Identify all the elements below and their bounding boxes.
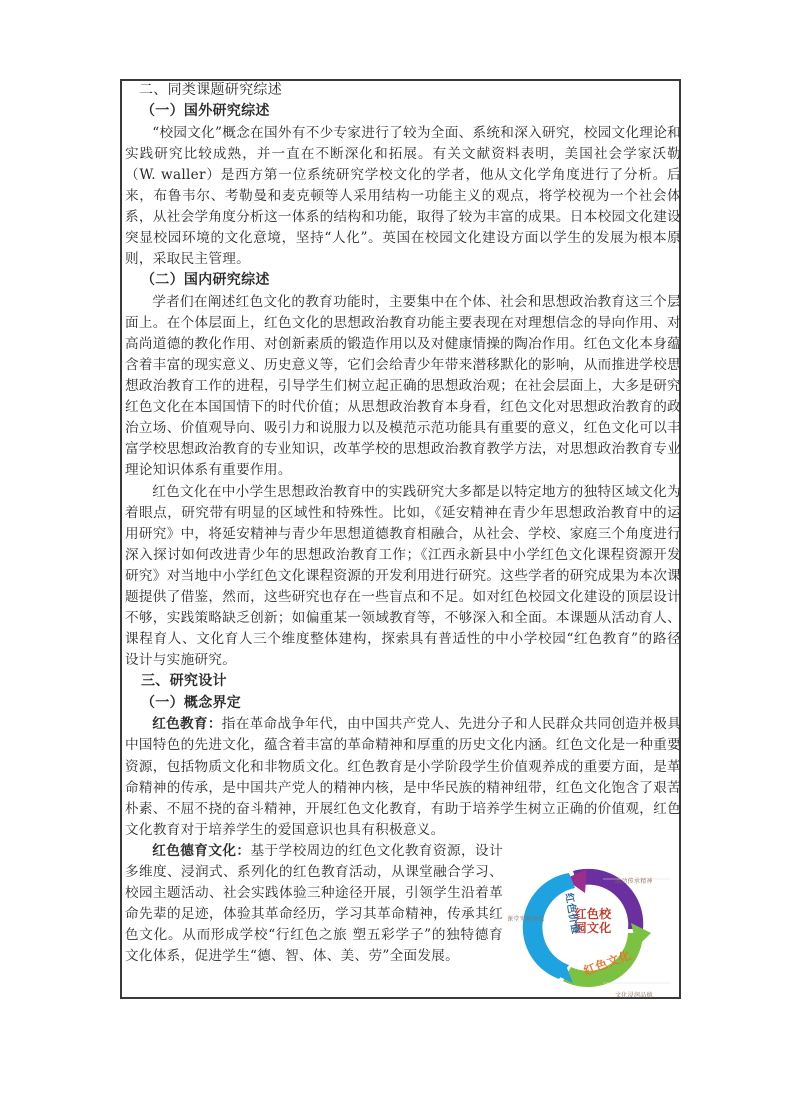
- red-campus-culture-cycle-diagram: [503, 841, 681, 1021]
- subheading-domestic-research: （二）国内研究综述: [141, 272, 270, 289]
- red-moral-culture-section: [125, 841, 681, 1021]
- term-red-education: 红色教育：: [152, 716, 222, 733]
- document-body: [125, 80, 681, 1021]
- diagram-center-label: 红色校 园文化: [574, 906, 612, 935]
- arc-label-red-culture: 红色文化: [581, 947, 633, 978]
- subheading-concept-definition: （一）概念界定: [141, 694, 242, 711]
- subheading-foreign-research: （一）国外研究综述: [141, 103, 270, 119]
- definition-red-education: 指在革命战争年代，由中国共产党人、先进分子和人民群众共同创造并极具中国特色的先进文化，蕴含着丰富的革命精神和厚重的历史文化内涵。红色文化是一种重要资源，包括物质文化和非物质文化。红色教育是小学阶段学生价值观养成的重要方面，是革命精神的传承，是中国共产党人的精神内核，是中华民族的精神纽带，红色文化饱含了艰苦朴素、不屈不挠的奋斗精神，开展红色文化教育，有助于培养学生树立正确的价值观，红色文化教育对于培养学生的爱国意识也具有积极意义。: [125, 716, 682, 838]
- paragraph-red-moral-culture: [125, 841, 503, 968]
- paragraph-domestic-research-1: 学者们在阐述红色文化的教育功能时，主要集中在个体、社会和思想政治教育这三个层面上。在个体层面上，红色文化的思想政治教育功能主要表现在对理想信念的导向作用、对高尚道德的教化作用、对创新素质的锻造作用以及对健康情操的陶冶作用。红色文化本身蕴含着丰富的现实意义、历史意义等，它们会给青少年带来潜移默化的影响，从而推进学校思想政治教育工作的进程，引导学生们树立起正确的思想政治观；在社会层面上，大多是研究红色文化在本国国情下的时代价值；从思想政治教育本身看，红色文化对思想政治教育的政治立场、价值观导向、吸引力和说服力以及模范示范功能具有重要的意义，红色文化可以丰富学校思想政治教育的专业知识，改革学校的思想政治教育教学方法，对思想政治教育专业理论知识体系有重要作用。: [125, 293, 681, 479]
- arc-label-red-value: 红色价值: [562, 892, 581, 935]
- term-red-moral-culture: 红色德育文化：: [152, 842, 251, 859]
- paragraph-foreign-research: “校园文化”概念在国外有不少专家进行了较为全面、系统和深入研究，校园文化理论和实践研究比较成熟，并一直在不断深化和拓展。有关文献资料表明，美国社会学家沃勒（W. waller）是西方第一位系统研究学校文化的学者，他从文化学角度进行了分析。后来，布鲁韦尔、考勒曼和麦克顿等人采用结构一功能主义的观点，将学校视为一个社会体系，从社会学角度分析这一体系的结构和功能，取得了较为丰富的成果。日本校园文化建设突显校园环境的文化意境，坚持“人化”。英国在校园文化建设方面以学生的发展为根本原则，采取民主管理。: [125, 124, 681, 268]
- section-heading-research-design: 三、研究设计: [141, 673, 227, 690]
- definition-red-moral-culture: 基于学校周边的红色文化教育资源，设计多维度、浸润式、系列化的红色教育活动，从课堂融合学习、校园主题活动、社会实践体验三种途径开展，引领学生沿着革命先辈的足迹，体验其革命经历，学习其革命精神，传承其红色文化。从而形成学校“行红色之旅 塑五彩学子”的独特德育文化体系，促进学生“德、智、体、美、劳”全面发展。: [125, 842, 503, 965]
- section-heading-literature-review: 二、同类课题研究综述: [139, 82, 282, 98]
- label-classroom-realize-value: 课堂实现价值: [507, 915, 545, 923]
- label-activity-inherit-spirit: 活动传承精神: [615, 877, 653, 885]
- paragraph-red-education: [125, 714, 681, 841]
- label-culture-nurture-morality: 文化浸润品德: [615, 991, 653, 999]
- paragraph-domestic-research-2: 红色文化在中小学生思想政治教育中的实践研究大多都是以特定地方的独特区域文化为着眼点，研究带有明显的区域性和特殊性。比如，《延安精神在青少年思想政治教育中的运用研究》中，将延安精神与青少年思想道德教育相融合，从社会、学校、家庭三个角度进行深入探讨如何改进青少年的思想政治教育工作；《江西永新县中小学红色文化课程资源开发研究》对当地中小学红色文化课程资源的开发利用进行研究。这些学者的研究成果为本次课题提供了借鉴，然而，这些研究也存在一些盲点和不足。如对红色校园文化建设的顶层设计不够，实践策略缺乏创新；如偏重某一领域教育等，不够深入和全面。本课题从活动育人、课程育人、文化育人三个维度整体建构，探索具有普适性的中小学校园“红色教育”的路径设计与实施研究。: [125, 483, 681, 669]
